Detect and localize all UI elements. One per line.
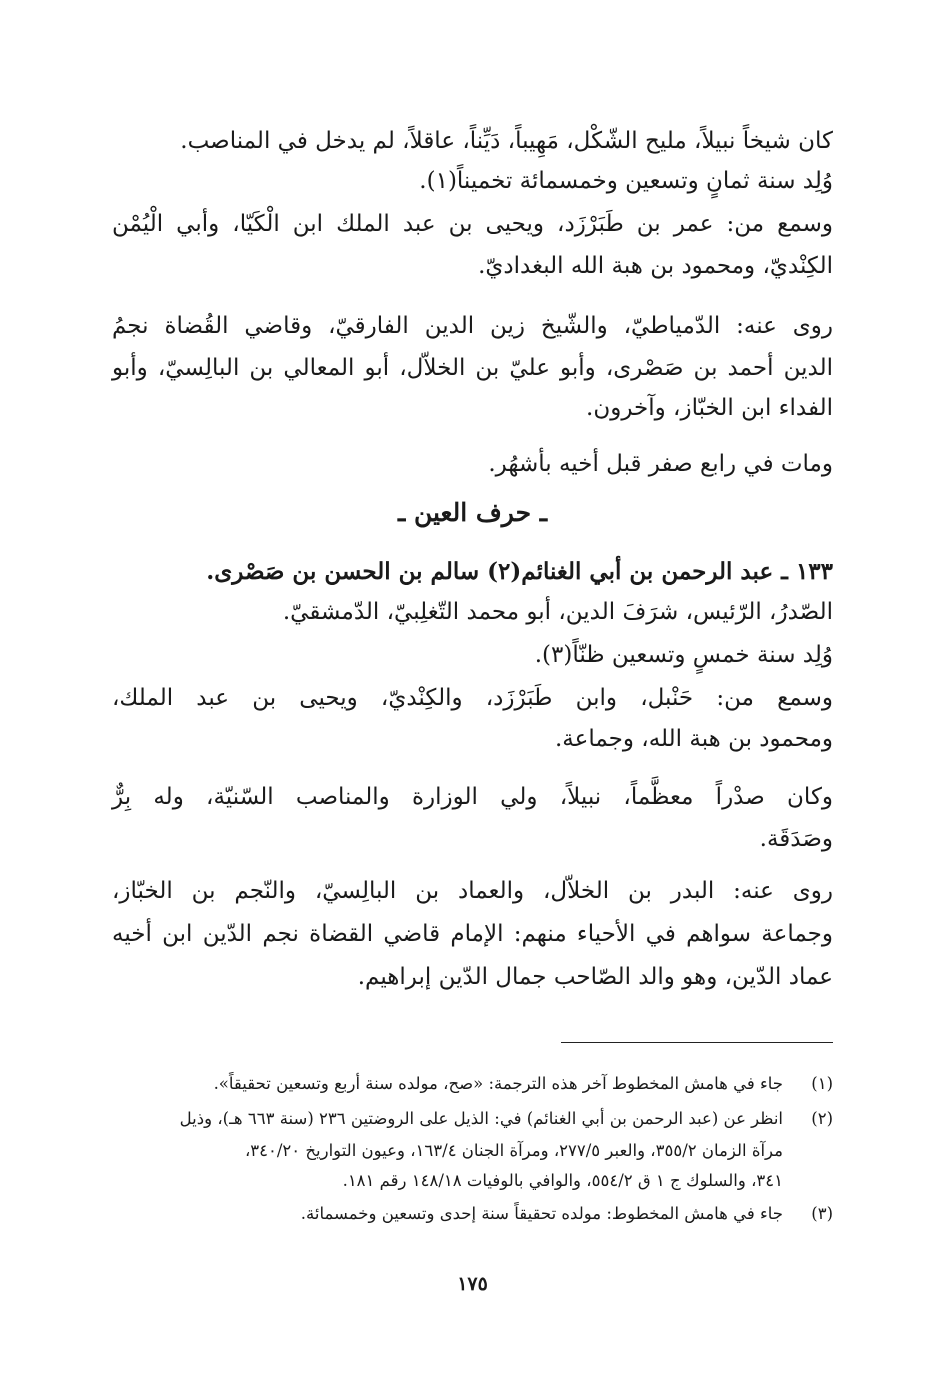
footnote-2 xyxy=(112,1108,833,1130)
footnote-text: جاء في هامش المخطوط: مولده تحقيقاً سنة إحدى وتسعين وخمسمائة. xyxy=(300,1204,783,1223)
footnote-number: (٢) xyxy=(811,1109,833,1128)
entry-line: روى عنه: البدر بن الخلاّل، والعماد بن البالِسيّ، والنّجم بن الخبّاز، xyxy=(112,878,833,904)
entry-line: ومحمود بن هبة الله، وجماعة. xyxy=(554,726,833,752)
body-line: روى عنه: الدّمياطيّ، والشّيخ زين الدين الفارقيّ، وقاضي القُضاة نجمُ xyxy=(112,313,833,339)
entry-heading: ١٣٣ ـ عبد الرحمن بن أبي الغنائم(٢) سالم بن الحسن بن صَصْرى. xyxy=(206,558,833,585)
entry-line: وصَدَقَة. xyxy=(759,826,833,852)
footnote-number: (١) xyxy=(811,1074,833,1093)
footnote-3 xyxy=(112,1203,833,1225)
entry-line: الصّدرُ، الرّئيس، شرَفَ الدين، أبو محمد التّغلِبيّ، الدّمشقيّ. xyxy=(282,599,833,625)
footnote-text: جاء في هامش المخطوط آخر هذه الترجمة: «صح، مولده سنة أربع وتسعين تحقيقاً». xyxy=(213,1074,783,1093)
body-line: وسمع من: عمر بن طَبَرْزَد، ويحيى بن عبد الملك ابن الْكَيّا، وأبي الْيُمْن xyxy=(112,211,833,237)
footnote-number: (٣) xyxy=(811,1204,833,1223)
body-line: الدين أحمد بن صَصْرى، وأبو عليّ بن الخلاّل، أبو المعالي بن البالِسيّ، وأبو xyxy=(112,355,833,381)
section-heading: ـ حرف العين ـ xyxy=(397,498,548,527)
footnote-2-line: ٣٤١، والسلوك ج ١ ق ٥٥٤/٢، والوافي بالوفيات ١٤٨/١٨ رقم ١٨١. xyxy=(342,1171,783,1190)
body-line: وُلِد سنة ثمانٍ وتسعين وخمسمائة تخميناً(١). xyxy=(419,168,833,194)
footnote-separator xyxy=(561,1042,833,1043)
entry-line: وكان صدْراً معظَّماً، نبيلاً، ولي الوزارة والمناصب السّنيّة، وله بِرٌّ xyxy=(112,784,833,810)
entry-line: وجماعة سواهم في الأحياء منهم: الإمام قاضي القضاة نجم الدّين ابن أخيه xyxy=(112,921,833,947)
page-number: ١٧٥ xyxy=(457,1273,488,1295)
entry-line: عماد الدّين، وهو والد الصّاحب جمال الدّين إبراهيم. xyxy=(357,964,833,990)
footnote-2-line: مرآة الزمان ٣٥٥/٢، والعبر ٢٧٧/٥، ومرآة الجنان ١٦٣/٤، وعيون التواريخ ٣٤٠/٢٠، xyxy=(244,1141,783,1160)
body-line: كان شيخاً نبيلاً، مليح الشّكْل، مَهِيباً، دَيِّناً، عاقلاً، لم يدخل في المناصب. xyxy=(180,128,833,154)
entry-line: وسمع من: حَنْبل، وابن طَبَرْزَد، والكِنْديّ، ويحيى بن عبد الملك، xyxy=(112,685,833,711)
footnote-text: انظر عن (عبد الرحمن بن أبي الغنائم) في: الذيل على الروضتين ٢٣٦ (سنة ٦٦٣ هـ)، وذيل xyxy=(179,1109,783,1128)
body-line: الفداء ابن الخبّاز، وآخرون. xyxy=(586,395,833,421)
body-line: ومات في رابع صفر قبل أخيه بأشهُر. xyxy=(488,451,833,477)
footnote-1 xyxy=(112,1073,833,1095)
entry-line: وُلِد سنة خمسٍ وتسعين ظنّاً(٣). xyxy=(534,642,833,668)
body-line: الكِنْديّ، ومحمود بن هبة الله البغداديّ. xyxy=(478,253,833,279)
